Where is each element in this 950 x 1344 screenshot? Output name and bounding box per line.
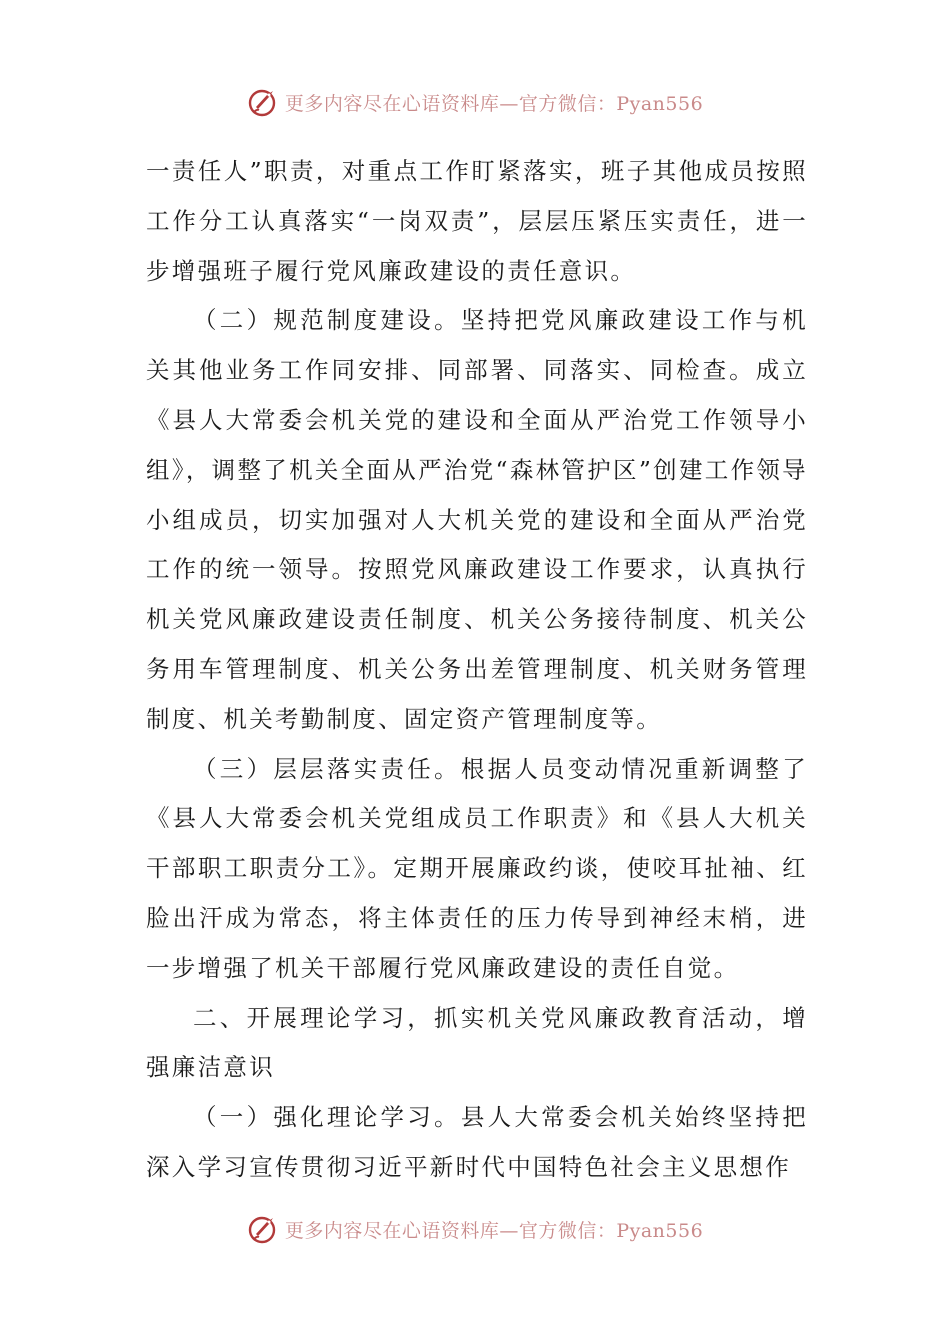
paragraph-continuation: 一责任人”职责，对重点工作盯紧落实，班子其他成员按照工作分工认真落实“一岗双责”，层层压紧压实责任，进一步增强班子履行党风廉政建设的责任意识。 [146,157,808,285]
paragraph-section-3: （三）层层落实责任。根据人员变动情况重新调整了《县人大常委会机关党组成员工作职责》和《县人大机关干部职工职责分工》。定期开展廉政约谈，使咬耳扯袖、红脸出汗成为常态，将主体责任的压力传导到神经末梢，进一步增强了机关干部履行党风廉政建设的责任自觉。 [146,754,808,982]
document-body [146,147,808,1193]
paragraph-part-two-section-1: （一）强化理论学习。县人大常委会机关始终坚持把深入学习宣传贯彻习近平新时代中国特色社会主义思想作 [146,1103,808,1181]
pen-nib-logo-icon [247,85,281,119]
header-banner-text: 更多内容尽在心语资料库—官方微信：Pyan556 [284,92,704,115]
footer-banner-text: 更多内容尽在心语资料库—官方微信：Pyan556 [284,1219,704,1242]
footer-banner [0,1207,950,1251]
paragraph-section-2: （二）规范制度建设。坚持把党风廉政建设工作与机关其他业务工作同安排、同部署、同落实、同检查。成立《县人大常委会机关党的建设和全面从严治党工作领导小组》，调整了机关全面从严治党“森林管护区”创建工作领导小组成员，切实加强对人大机关党的建设和全面从严治党工作的统一领导。按照党风廉政建设工作要求，认真执行机关党风廉政建设责任制度、机关公务接待制度、机关公务用车管理制度、机关公务出差管理制度、机关财务管理制度、机关考勤制度、固定资产管理制度等。 [146,306,808,733]
pen-nib-logo-icon [247,1212,281,1246]
header-banner [0,80,950,124]
heading-part-two: 二、开展理论学习，抓实机关党风廉政教育活动，增强廉洁意识 [146,1003,808,1082]
